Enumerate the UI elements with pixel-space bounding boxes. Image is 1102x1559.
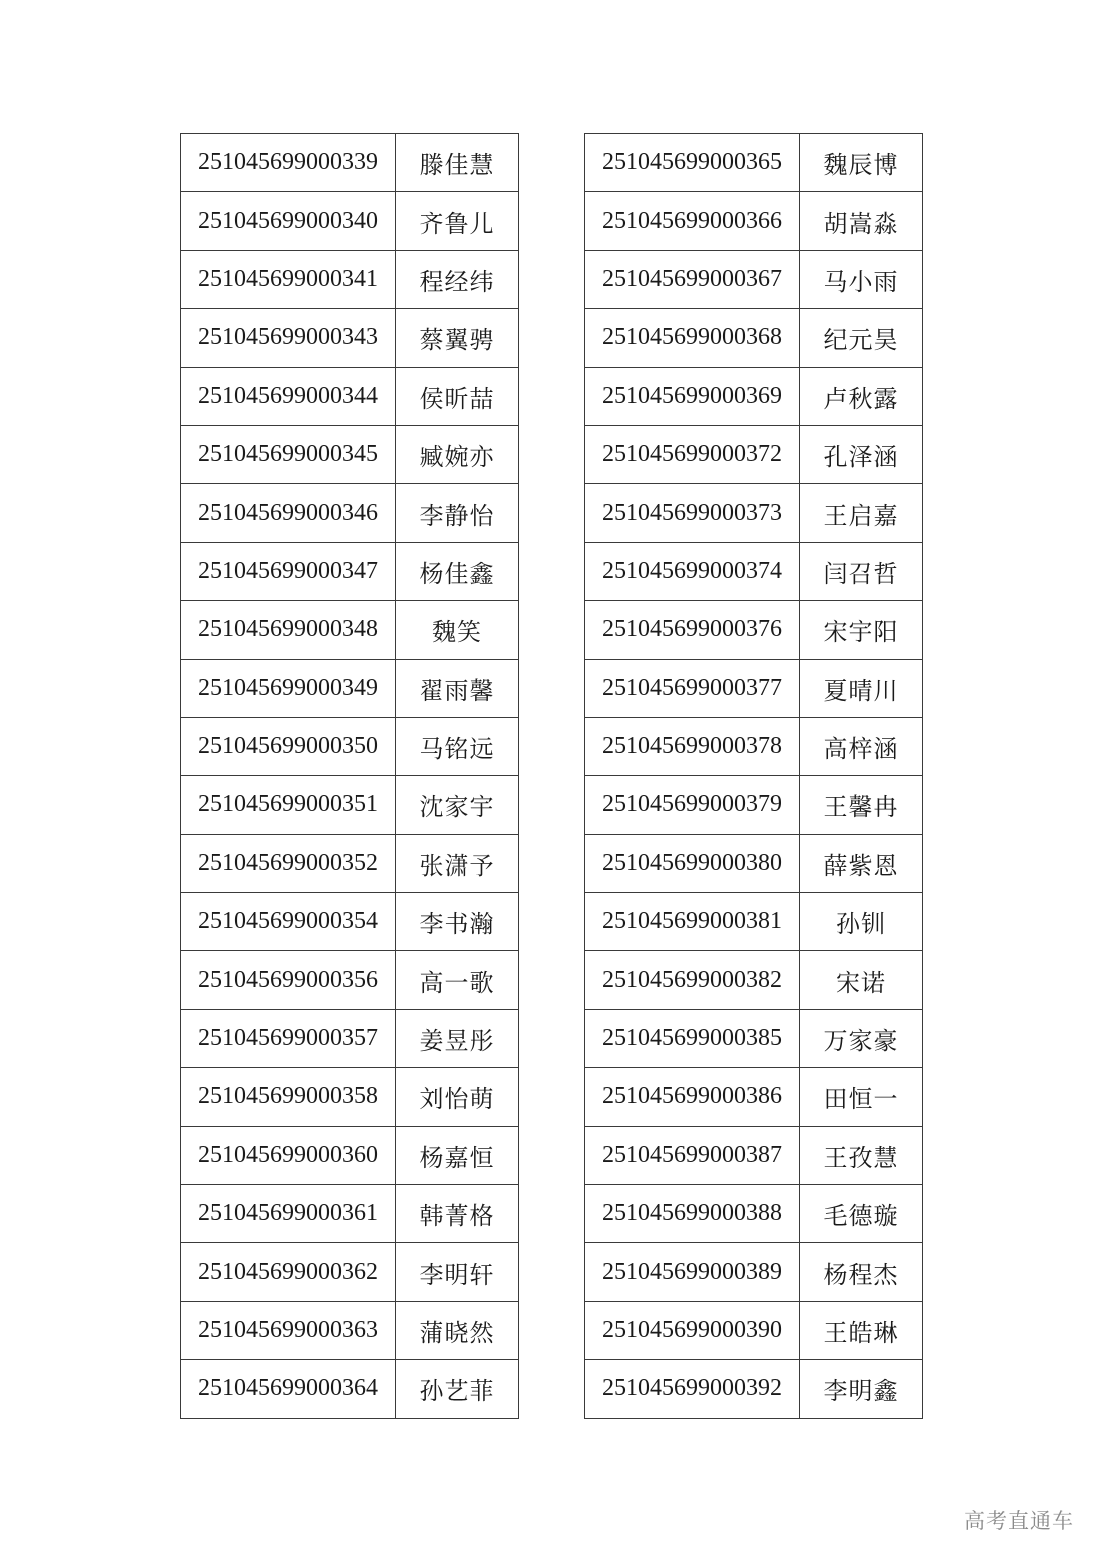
table-row bbox=[181, 484, 519, 542]
candidate-id-cell: 251045699000352 bbox=[181, 834, 396, 892]
candidate-id-cell: 251045699000348 bbox=[181, 601, 396, 659]
candidate-id-cell: 251045699000357 bbox=[181, 1009, 396, 1067]
candidate-name-cell: 高梓涵 bbox=[800, 717, 923, 775]
candidate-name-cell: 姜昱彤 bbox=[396, 1009, 519, 1067]
candidate-name-cell: 刘怡萌 bbox=[396, 1068, 519, 1126]
table-row bbox=[585, 1301, 923, 1359]
candidate-name-cell: 夏晴川 bbox=[800, 659, 923, 717]
table-row bbox=[585, 367, 923, 425]
candidate-name-cell: 李静怡 bbox=[396, 484, 519, 542]
candidate-name-cell: 杨佳鑫 bbox=[396, 542, 519, 600]
candidate-id-cell: 251045699000356 bbox=[181, 951, 396, 1009]
candidate-id-cell: 251045699000372 bbox=[585, 425, 800, 483]
table-row bbox=[181, 1360, 519, 1418]
candidate-name-cell: 田恒一 bbox=[800, 1068, 923, 1126]
candidate-id-cell: 251045699000388 bbox=[585, 1185, 800, 1243]
table-row bbox=[585, 134, 923, 192]
candidate-name-cell: 齐鲁儿 bbox=[396, 192, 519, 250]
candidate-name-cell: 侯昕喆 bbox=[396, 367, 519, 425]
table-row bbox=[585, 484, 923, 542]
table-row bbox=[181, 1243, 519, 1301]
roster-table-left bbox=[180, 133, 519, 1419]
roster-table-body bbox=[181, 134, 519, 1419]
candidate-id-cell: 251045699000361 bbox=[181, 1185, 396, 1243]
candidate-id-cell: 251045699000362 bbox=[181, 1243, 396, 1301]
candidate-id-cell: 251045699000392 bbox=[585, 1360, 800, 1418]
candidate-name-cell: 李明轩 bbox=[396, 1243, 519, 1301]
candidate-id-cell: 251045699000367 bbox=[585, 250, 800, 308]
candidate-id-cell: 251045699000378 bbox=[585, 717, 800, 775]
table-row bbox=[181, 425, 519, 483]
candidate-id-cell: 251045699000373 bbox=[585, 484, 800, 542]
candidate-name-cell: 程经纬 bbox=[396, 250, 519, 308]
table-row bbox=[181, 367, 519, 425]
table-row bbox=[585, 951, 923, 1009]
table-row bbox=[585, 1068, 923, 1126]
table-row bbox=[585, 776, 923, 834]
candidate-id-cell: 251045699000369 bbox=[585, 367, 800, 425]
candidate-id-cell: 251045699000349 bbox=[181, 659, 396, 717]
table-row bbox=[181, 601, 519, 659]
candidate-id-cell: 251045699000363 bbox=[181, 1301, 396, 1359]
table-row bbox=[585, 309, 923, 367]
candidate-id-cell: 251045699000366 bbox=[585, 192, 800, 250]
candidate-name-cell: 臧婉亦 bbox=[396, 425, 519, 483]
table-row bbox=[585, 1243, 923, 1301]
candidate-name-cell: 宋诺 bbox=[800, 951, 923, 1009]
watermark: 高考直通车 bbox=[964, 1509, 1074, 1533]
table-row bbox=[181, 309, 519, 367]
table-row bbox=[585, 192, 923, 250]
candidate-name-cell: 滕佳慧 bbox=[396, 134, 519, 192]
table-row bbox=[181, 717, 519, 775]
candidate-id-cell: 251045699000381 bbox=[585, 893, 800, 951]
candidate-id-cell: 251045699000382 bbox=[585, 951, 800, 1009]
candidate-id-cell: 251045699000365 bbox=[585, 134, 800, 192]
candidate-name-cell: 孙艺菲 bbox=[396, 1360, 519, 1418]
candidate-name-cell: 马铭远 bbox=[396, 717, 519, 775]
candidate-id-cell: 251045699000379 bbox=[585, 776, 800, 834]
candidate-name-cell: 卢秋露 bbox=[800, 367, 923, 425]
candidate-name-cell: 李明鑫 bbox=[800, 1360, 923, 1418]
candidate-name-cell: 孙钏 bbox=[800, 893, 923, 951]
candidate-id-cell: 251045699000376 bbox=[585, 601, 800, 659]
table-row bbox=[181, 1068, 519, 1126]
candidate-name-cell: 闫召哲 bbox=[800, 542, 923, 600]
candidate-id-cell: 251045699000387 bbox=[585, 1126, 800, 1184]
candidate-id-cell: 251045699000360 bbox=[181, 1126, 396, 1184]
table-row bbox=[181, 659, 519, 717]
candidate-name-cell: 万家豪 bbox=[800, 1009, 923, 1067]
table-row bbox=[585, 1185, 923, 1243]
candidate-id-cell: 251045699000341 bbox=[181, 250, 396, 308]
table-row bbox=[585, 425, 923, 483]
candidate-id-cell: 251045699000344 bbox=[181, 367, 396, 425]
candidate-id-cell: 251045699000345 bbox=[181, 425, 396, 483]
candidate-id-cell: 251045699000351 bbox=[181, 776, 396, 834]
candidate-id-cell: 251045699000377 bbox=[585, 659, 800, 717]
table-row bbox=[585, 717, 923, 775]
table-row bbox=[181, 134, 519, 192]
candidate-id-cell: 251045699000340 bbox=[181, 192, 396, 250]
candidate-id-cell: 251045699000390 bbox=[585, 1301, 800, 1359]
candidate-name-cell: 魏笑 bbox=[396, 601, 519, 659]
table-row bbox=[585, 1126, 923, 1184]
table-row bbox=[181, 834, 519, 892]
candidate-name-cell: 马小雨 bbox=[800, 250, 923, 308]
candidate-name-cell: 毛德璇 bbox=[800, 1185, 923, 1243]
table-row bbox=[181, 1009, 519, 1067]
candidate-id-cell: 251045699000364 bbox=[181, 1360, 396, 1418]
table-row bbox=[181, 951, 519, 1009]
candidate-id-cell: 251045699000347 bbox=[181, 542, 396, 600]
candidate-name-cell: 孔泽涵 bbox=[800, 425, 923, 483]
table-row bbox=[181, 192, 519, 250]
roster-table-body bbox=[585, 134, 923, 1419]
table-row bbox=[181, 1185, 519, 1243]
candidate-name-cell: 王启嘉 bbox=[800, 484, 923, 542]
candidate-id-cell: 251045699000386 bbox=[585, 1068, 800, 1126]
candidate-name-cell: 胡嵩淼 bbox=[800, 192, 923, 250]
table-row bbox=[181, 1126, 519, 1184]
candidate-name-cell: 韩菁格 bbox=[396, 1185, 519, 1243]
candidate-name-cell: 张潇予 bbox=[396, 834, 519, 892]
table-row bbox=[181, 542, 519, 600]
table-row bbox=[181, 250, 519, 308]
candidate-name-cell: 蒲晓然 bbox=[396, 1301, 519, 1359]
table-row bbox=[181, 893, 519, 951]
candidate-name-cell: 杨程杰 bbox=[800, 1243, 923, 1301]
candidate-name-cell: 宋宇阳 bbox=[800, 601, 923, 659]
candidate-name-cell: 王皓琳 bbox=[800, 1301, 923, 1359]
table-row bbox=[585, 601, 923, 659]
candidate-name-cell: 高一歌 bbox=[396, 951, 519, 1009]
candidate-name-cell: 沈家宇 bbox=[396, 776, 519, 834]
candidate-name-cell: 翟雨馨 bbox=[396, 659, 519, 717]
candidate-name-cell: 纪元昊 bbox=[800, 309, 923, 367]
table-row bbox=[585, 542, 923, 600]
table-row bbox=[181, 776, 519, 834]
candidate-id-cell: 251045699000343 bbox=[181, 309, 396, 367]
table-row bbox=[585, 250, 923, 308]
candidate-name-cell: 薛紫恩 bbox=[800, 834, 923, 892]
candidate-name-cell: 王孜慧 bbox=[800, 1126, 923, 1184]
candidate-id-cell: 251045699000354 bbox=[181, 893, 396, 951]
candidate-name-cell: 魏辰博 bbox=[800, 134, 923, 192]
table-row bbox=[585, 659, 923, 717]
candidate-id-cell: 251045699000385 bbox=[585, 1009, 800, 1067]
candidate-id-cell: 251045699000358 bbox=[181, 1068, 396, 1126]
candidate-id-cell: 251045699000380 bbox=[585, 834, 800, 892]
candidate-id-cell: 251045699000339 bbox=[181, 134, 396, 192]
table-row bbox=[585, 834, 923, 892]
candidate-name-cell: 杨嘉恒 bbox=[396, 1126, 519, 1184]
candidate-name-cell: 蔡翼骋 bbox=[396, 309, 519, 367]
candidate-id-cell: 251045699000350 bbox=[181, 717, 396, 775]
candidate-id-cell: 251045699000374 bbox=[585, 542, 800, 600]
roster-table-right bbox=[584, 133, 923, 1419]
candidate-name-cell: 王馨冉 bbox=[800, 776, 923, 834]
table-row bbox=[585, 1360, 923, 1418]
table-row bbox=[585, 1009, 923, 1067]
table-row bbox=[181, 1301, 519, 1359]
candidate-name-cell: 李书瀚 bbox=[396, 893, 519, 951]
candidate-id-cell: 251045699000389 bbox=[585, 1243, 800, 1301]
candidate-id-cell: 251045699000368 bbox=[585, 309, 800, 367]
table-row bbox=[585, 893, 923, 951]
candidate-id-cell: 251045699000346 bbox=[181, 484, 396, 542]
